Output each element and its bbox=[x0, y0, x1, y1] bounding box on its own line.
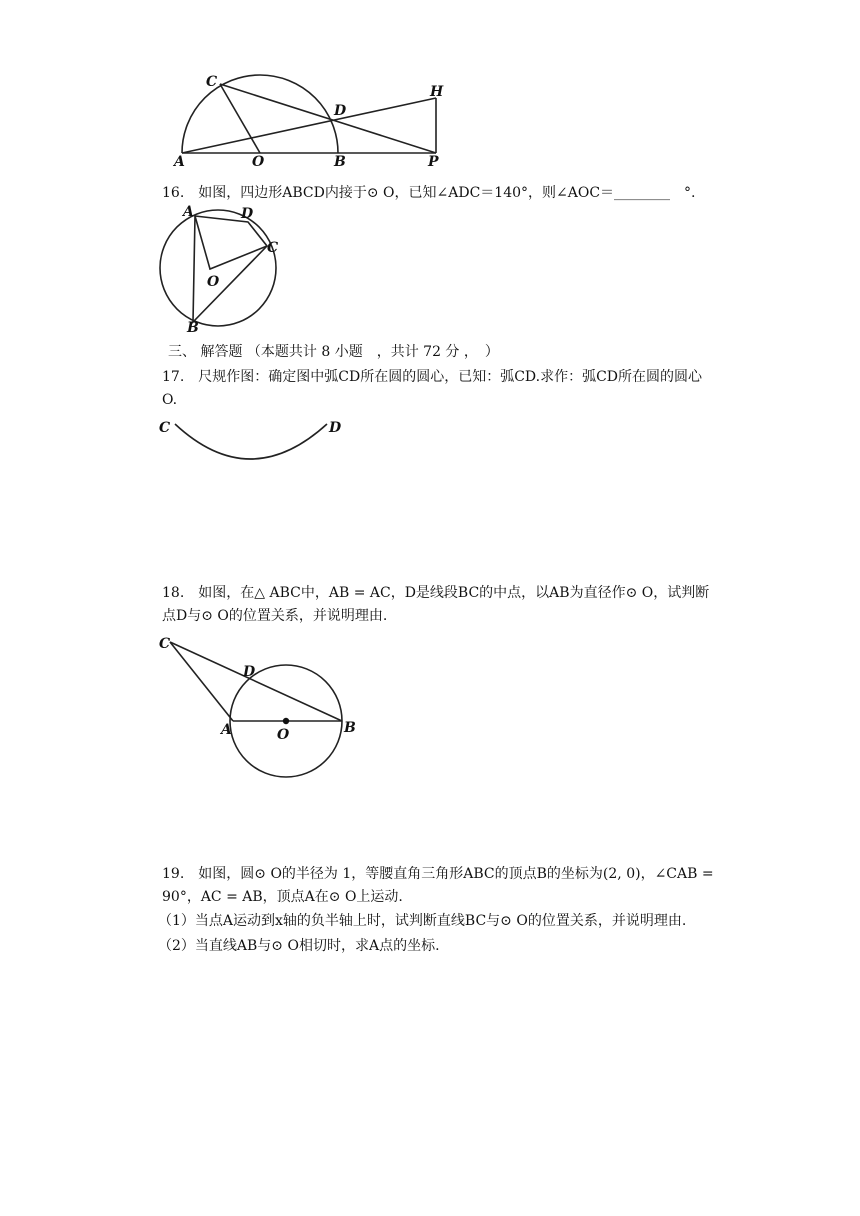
segment-cb bbox=[170, 642, 342, 721]
figure-q18 bbox=[155, 630, 365, 780]
label-d: D bbox=[329, 420, 342, 436]
quadrilateral-abcd bbox=[193, 216, 267, 322]
question-18-line-2: 点D与⊙ O的位置关系，并说明理由. bbox=[162, 608, 388, 624]
label-o: O bbox=[252, 154, 265, 170]
label-p: P bbox=[428, 154, 439, 170]
label-o: O bbox=[207, 274, 220, 290]
label-d: D bbox=[241, 206, 254, 222]
segment-ah bbox=[182, 98, 436, 153]
section-3-header: 三、 解答题 （本题共计 8 小题 ，共计 72 分 ， ） bbox=[168, 344, 499, 360]
segment-cp bbox=[220, 84, 436, 153]
question-17-line-1: 17. 尺规作图：确定图中弧CD所在圆的圆心，已知：弧CD.求作：弧CD所在圆的圆心 bbox=[162, 369, 703, 385]
label-o: O bbox=[277, 727, 290, 743]
label-c: C bbox=[267, 240, 279, 256]
label-a: A bbox=[221, 722, 232, 738]
label-a: A bbox=[183, 204, 194, 220]
label-a: A bbox=[174, 154, 185, 170]
question-19-line-2: 90°，AC = AB，顶点A在⊙ O上运动. bbox=[162, 889, 403, 905]
label-c: C bbox=[159, 420, 171, 436]
label-c: C bbox=[206, 74, 218, 90]
label-d: D bbox=[243, 664, 256, 680]
arc-cd bbox=[175, 424, 327, 459]
question-18-line-1: 18. 如图，在△ ABC中，AB = AC，D是线段BC的中点，以AB为直径作⊙ O，试判断 bbox=[162, 585, 710, 601]
label-c: C bbox=[159, 636, 171, 652]
circle-o bbox=[160, 210, 279, 326]
label-b: B bbox=[187, 320, 199, 336]
label-b: B bbox=[334, 154, 346, 170]
label-b: B bbox=[344, 720, 356, 736]
question-16-text: 16. 如图，四边形ABCD内接于⊙ O，已知∠ADC＝140°，则∠AOC＝________ °. bbox=[162, 185, 696, 201]
label-d: D bbox=[334, 103, 347, 119]
question-17-line-2: O. bbox=[162, 392, 178, 408]
figure-q17 bbox=[155, 414, 355, 474]
question-19-part-2: （2）当直线AB与⊙ O相切时，求A点的坐标. bbox=[158, 938, 440, 954]
center-point-o bbox=[283, 718, 289, 724]
label-h: H bbox=[430, 84, 444, 100]
figure-q15 bbox=[160, 65, 460, 175]
figure-q16 bbox=[155, 202, 285, 337]
segment-ca bbox=[170, 642, 233, 721]
question-19-part-1: （1）当点A运动到x轴的负半轴上时，试判断直线BC与⊙ O的位置关系，并说明理由. bbox=[158, 913, 687, 929]
question-19-line-1: 19. 如图，圆⊙ O的半径为 1，等腰直角三角形ABC的顶点B的坐标为(2, 0)，∠CAB = bbox=[162, 866, 714, 882]
